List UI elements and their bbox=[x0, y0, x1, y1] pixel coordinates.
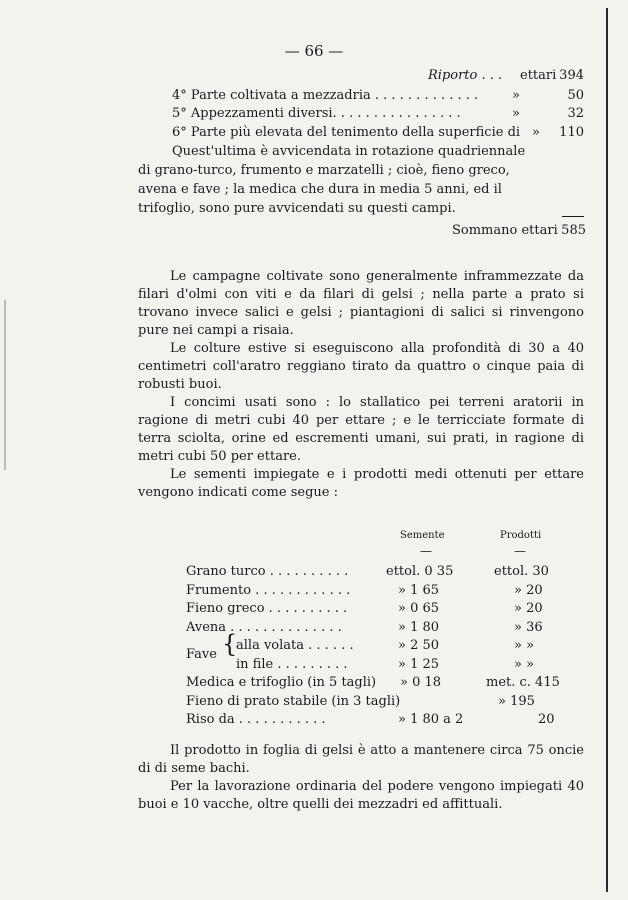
ditto-mark: » bbox=[532, 125, 540, 140]
row-label: Avena . . . . . . . . . . . . . . bbox=[186, 620, 342, 635]
ditto-mark: » bbox=[512, 106, 520, 121]
sementi-value: » 1 80 bbox=[398, 620, 440, 635]
sementi-value: » 1 65 bbox=[398, 583, 440, 598]
prodotti-value: met. c. 415 bbox=[486, 675, 560, 690]
note-line: Quest'ultima è avvicendata in rotazione quadriennale bbox=[172, 144, 526, 159]
col-header-prodotti: Prodotti bbox=[500, 530, 542, 541]
page-number: — 66 — bbox=[284, 42, 344, 60]
header-dash: — bbox=[514, 544, 526, 558]
riporto-value: 394 bbox=[559, 68, 584, 83]
prodotti-value: ettol. 30 bbox=[494, 564, 549, 579]
page-edge-rule bbox=[606, 8, 608, 892]
row-label: alla volata . . . . . . bbox=[236, 638, 354, 653]
paragraph: Le sementi impiegate e i prodotti medi ottenuti per ettare vengono indicati come segue : bbox=[138, 467, 584, 500]
prodotti-value: » » bbox=[514, 638, 535, 653]
sementi-value: » 1 80 a 2 bbox=[398, 712, 464, 727]
paragraph: Il prodotto in foglia di gelsi è atto a mantenere circa 75 oncie di di seme bachi. bbox=[138, 743, 584, 776]
prodotti-value: » 195 bbox=[498, 694, 535, 709]
prodotti-value: » » bbox=[514, 657, 535, 672]
ditto-mark: » bbox=[512, 88, 520, 103]
sementi-value: » 0 18 bbox=[400, 675, 442, 690]
row-label: Riso da . . . . . . . . . . . bbox=[186, 712, 326, 727]
sementi-value: » 0 65 bbox=[398, 601, 440, 616]
list-value: 50 bbox=[567, 88, 584, 103]
fave-label: Fave bbox=[186, 647, 217, 662]
paragraph: I concimi usati sono : lo stallatico pei terreni aratorii in ragione di metri cubi 40 per ettare ; e le terricciate formate di terra sciolta, orine ed escrementi umani, sui prati, in ragione di metri cubi 50 per ettare. bbox=[138, 395, 584, 464]
list-item: 5° Appezzamenti diversi. . . . . . . . . . . . . . . . bbox=[172, 106, 461, 121]
note-line: trifoglio, sono pure avvicendati su questi campi. bbox=[138, 201, 456, 216]
row-label: Frumento . . . . . . . . . . . . bbox=[186, 583, 351, 598]
prodotti-value: 20 bbox=[538, 712, 555, 727]
riporto-unit: ettari bbox=[520, 68, 557, 83]
closing-text bbox=[138, 742, 584, 814]
sum-rule bbox=[562, 216, 584, 217]
prodotti-value: » 20 bbox=[514, 601, 543, 616]
total-label: Sommano ettari bbox=[452, 223, 558, 238]
paragraph: Le campagne coltivate sono generalmente inframmezzate da filari d'olmi con viti e da filari di gelsi ; nella parte a prato si trovano invece salici e gelsi ; piantagioni di salici si rinvengono pure nei campi a risaia. bbox=[138, 269, 584, 338]
list-value: 110 bbox=[559, 125, 584, 140]
list-item: 6° Parte più elevata del tenimento della superficie di bbox=[172, 125, 521, 140]
row-label: Fieno di prato stabile (in 3 tagli) bbox=[186, 694, 401, 709]
row-label: Medica e trifoglio (in 5 tagli) bbox=[186, 675, 377, 690]
paragraph: Le colture estive si eseguiscono alla profondità di 30 a 40 centimetri coll'aratro reggiano tirato da quattro o cinque paia di robusti buoi. bbox=[138, 341, 584, 392]
sementi-value: ettol. 0 35 bbox=[386, 564, 454, 579]
list-value: 32 bbox=[567, 106, 584, 121]
list-item: 4° Parte coltivata a mezzadria . . . . . . . . . . . . . bbox=[172, 88, 479, 103]
riporto-label: Riporto . . . bbox=[428, 68, 503, 83]
note-line: di grano-turco, frumento e marzatelli ; cioè, fieno greco, bbox=[138, 163, 510, 178]
brace-icon: { bbox=[222, 630, 238, 658]
sementi-value: » 2 50 bbox=[398, 638, 440, 653]
sementi-value: » 1 25 bbox=[398, 657, 440, 672]
binding-shadow bbox=[4, 300, 6, 470]
prodotti-value: » 36 bbox=[514, 620, 543, 635]
paragraph: Per la lavorazione ordinaria del podere vengono impiegati 40 buoi e 10 vacche, oltre quelli dei mezzadri ed affittuali. bbox=[138, 779, 584, 812]
row-label: Fieno greco . . . . . . . . . . bbox=[186, 601, 348, 616]
row-label: Grano turco . . . . . . . . . . bbox=[186, 564, 349, 579]
total-value: 585 bbox=[561, 223, 586, 238]
row-label: in file . . . . . . . . . bbox=[236, 657, 348, 672]
body-text bbox=[138, 268, 584, 502]
header-dash: — bbox=[420, 544, 432, 558]
col-header-sementi: Semente bbox=[400, 530, 445, 541]
prodotti-value: » 20 bbox=[514, 583, 543, 598]
note-line: avena e fave ; la medica che dura in media 5 anni, ed il bbox=[138, 182, 502, 197]
